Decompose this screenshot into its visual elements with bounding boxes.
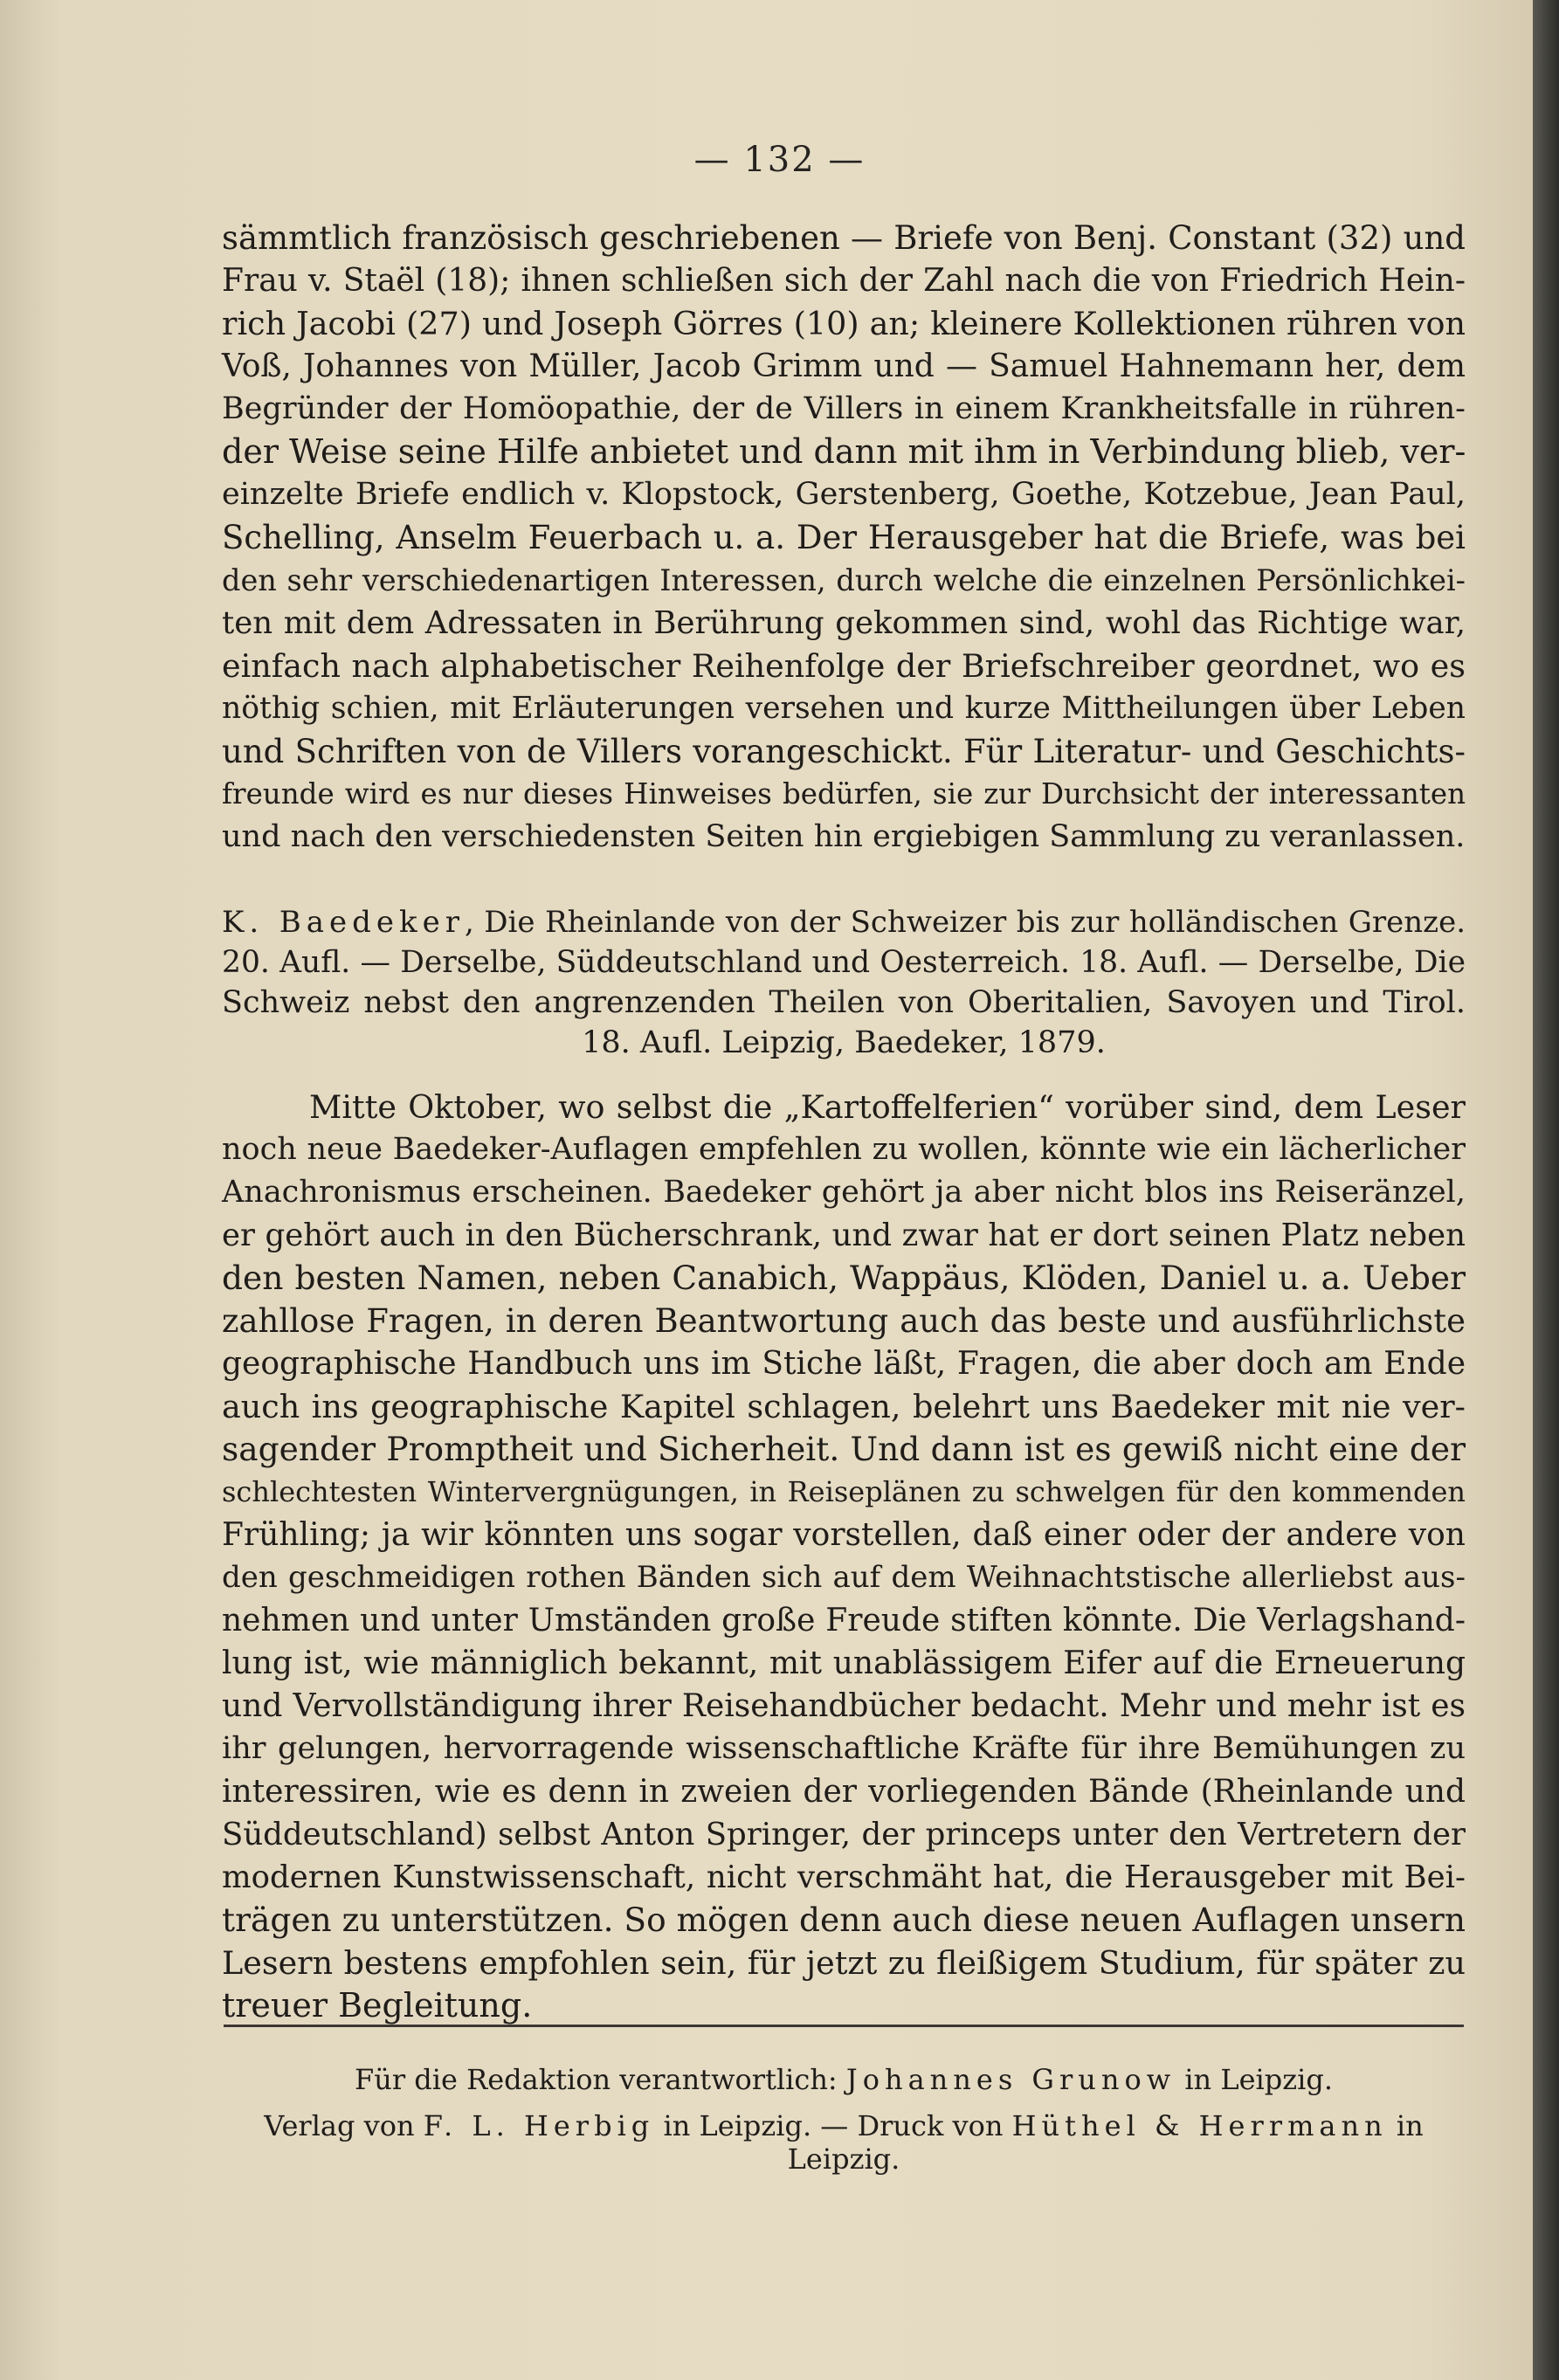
text-line: den sehr verschiedenartigen Interessen, durch welche die einzelnen Persönlichkei-: [222, 563, 1466, 597]
footer-editor-name: Johannes Grunow: [845, 2063, 1176, 2096]
text-line: interessiren, wie es denn in zweien der vorliegenden Bände (Rheinlande und: [222, 1774, 1466, 1810]
text-line: zahllose Fragen, in deren Beantwortung auch das beste und ausführlichste: [222, 1302, 1466, 1340]
text-line: er gehört auch in den Bücherschrank, und zwar hat er dort seinen Platz neben: [222, 1218, 1466, 1253]
text-line: trägen zu unterstützen. So mögen denn auch diese neuen Auflagen unsern: [222, 1901, 1466, 1939]
text-line: Begründer der Homöopathie, der de Villers in einem Krankheitsfalle in rühren-: [222, 391, 1466, 426]
text-line: treuer Begleitung.: [222, 1986, 533, 2025]
review-author: K. Baedeker: [222, 905, 465, 940]
text-line: einfach nach alphabetischer Reihenfolge der Briefschreiber geordnet, wo es: [222, 647, 1466, 685]
text-line: und Schriften von de Villers vorangeschickt. Für Literatur- und Geschichts-: [222, 733, 1466, 770]
text-line: sagender Promptheit und Sicherheit. Und dann ist es gewiß nicht eine der: [222, 1430, 1466, 1468]
text-line: Schelling, Anselm Feuerbach u. a. Der Herausgeber hat die Briefe, was bei: [222, 519, 1466, 556]
text-line: ihr gelungen, hervorragende wissenschaftliche Kräfte für ihre Bemühungen zu: [222, 1731, 1466, 1766]
footer-editor-suffix: in Leipzig.: [1184, 2063, 1333, 2096]
text-line: ten mit dem Adressaten in Berührung gekommen sind, wohl das Richtige war,: [222, 605, 1466, 641]
text-line: modernen Kunstwissenschaft, nicht verschmäht hat, die Herausgeber mit Bei-: [222, 1859, 1466, 1895]
footer-editor-prefix: Für die Redaktion verantwortlich:: [355, 2063, 838, 2096]
text-line: nehmen und unter Umständen große Freude stiften könnte. Die Verlagshand-: [222, 1603, 1466, 1638]
text-line: lung ist, wie männiglich bekannt, mit unablässigem Eifer auf die Erneuerung: [222, 1645, 1466, 1681]
review-heading-line: 20. Aufl. — Derselbe, Süddeutschland und Oesterreich. 18. Aufl. — Derselbe, Die: [222, 945, 1466, 980]
text-line: und Vervollständigung ihrer Reisehandbücher bedacht. Mehr und mehr ist es: [222, 1688, 1466, 1724]
main-text: [222, 217, 1466, 2027]
footer-imprint-mid: in Leipzig. — Druck von: [663, 2109, 1004, 2142]
footer-imprint-line: [222, 2109, 1466, 2176]
text-line: nöthig schien, mit Erläuterungen versehen und kurze Mittheilungen über Leben: [222, 691, 1466, 726]
text-line: Mitte Oktober, wo selbst die „Kartoffelferien“ vorüber sind, dem Leser: [309, 1088, 1466, 1126]
footer-publisher-prefix: Verlag von: [264, 2109, 415, 2142]
text-line: Frühling; ja wir könnten uns sogar vorstellen, daß einer oder der andere von: [222, 1517, 1466, 1553]
book-edge: [1533, 0, 1559, 2380]
text-line: der Weise seine Hilfe anbietet und dann mit ihm in Verbindung blieb, ver-: [222, 432, 1466, 471]
footer-publisher-name: F. L. Herbig: [423, 2109, 655, 2142]
text-line: sämmtlich französisch geschriebenen — Briefe von Benj. Constant (32) und: [222, 219, 1466, 257]
text-line: auch ins geographische Kapitel schlagen, belehrt uns Baedeker mit nie ver-: [222, 1388, 1466, 1425]
review-heading: [222, 902, 1466, 1063]
footer-divider: [224, 2025, 1464, 2027]
text-line: schlechtesten Wintervergnügungen, in Reiseplänen zu schwelgen für den kommenden: [222, 1475, 1466, 1508]
footer-editor-line: [222, 2063, 1466, 2096]
review-title: Die Rheinlande von der Schweizer bis zur holländischen Grenze.: [484, 905, 1466, 940]
text-line: Frau v. Staël (18); ihnen schließen sich der Zahl nach die von Friedrich Hein-: [222, 263, 1466, 299]
text-line: noch neue Baedeker-Auflagen empfehlen zu wollen, könnte wie ein lächerlicher: [222, 1132, 1466, 1167]
text-line: und nach den verschiedensten Seiten hin ergiebigen Sammlung zu veranlassen.: [222, 819, 1466, 854]
footer-imprint-suffix: in Leipzig.: [787, 2109, 1424, 2176]
text-line: Voß, Johannes von Müller, Jacob Grimm und — Samuel Hahnemann her, dem: [222, 348, 1466, 384]
text-line: einzelte Briefe endlich v. Klopstock, Gerstenberg, Goethe, Kotzebue, Jean Paul,: [222, 477, 1466, 512]
footer-printer-name: Hüthel & Herrmann: [1011, 2109, 1388, 2142]
text-line: Lesern bestens empfohlen sein, für jetzt zu fleißigem Studium, für später zu: [222, 1944, 1466, 1982]
paragraph-letters: [222, 217, 1466, 859]
review-heading-line: Schweiz nebst den angrenzenden Theilen von Oberitalien, Savoyen und Tirol.: [222, 985, 1466, 1020]
review-heading-line: K. Baedeker, Die Rheinlande von der Schweizer bis zur holländischen Grenze.: [222, 905, 1466, 940]
text-line: geographische Handbuch uns im Stiche läßt, Fragen, die aber doch am Ende: [222, 1346, 1466, 1382]
text-line: Süddeutschland) selbst Anton Springer, der princeps unter den Vertretern der: [222, 1817, 1466, 1852]
review-heading-line: 18. Aufl. Leipzig, Baedeker, 1879.: [582, 1025, 1106, 1060]
text-line: den besten Namen, neben Canabich, Wappäus, Klöden, Daniel u. a. Ueber: [222, 1259, 1466, 1297]
text-line: freunde wird es nur dieses Hinweises bedürfen, sie zur Durchsicht der interessanten: [222, 777, 1466, 811]
paragraph-baedeker: [222, 1086, 1466, 2027]
text-line: den geschmeidigen rothen Bänden sich auf dem Weihnachtstische allerliebst aus-: [222, 1560, 1466, 1595]
text-line: Anachronismus erscheinen. Baedeker gehört ja aber nicht blos ins Reiseränzel,: [222, 1175, 1466, 1210]
text-line: rich Jacobi (27) und Joseph Görres (10) an; kleinere Kollektionen rühren von: [222, 305, 1466, 342]
page-number: — 132 —: [693, 140, 866, 180]
